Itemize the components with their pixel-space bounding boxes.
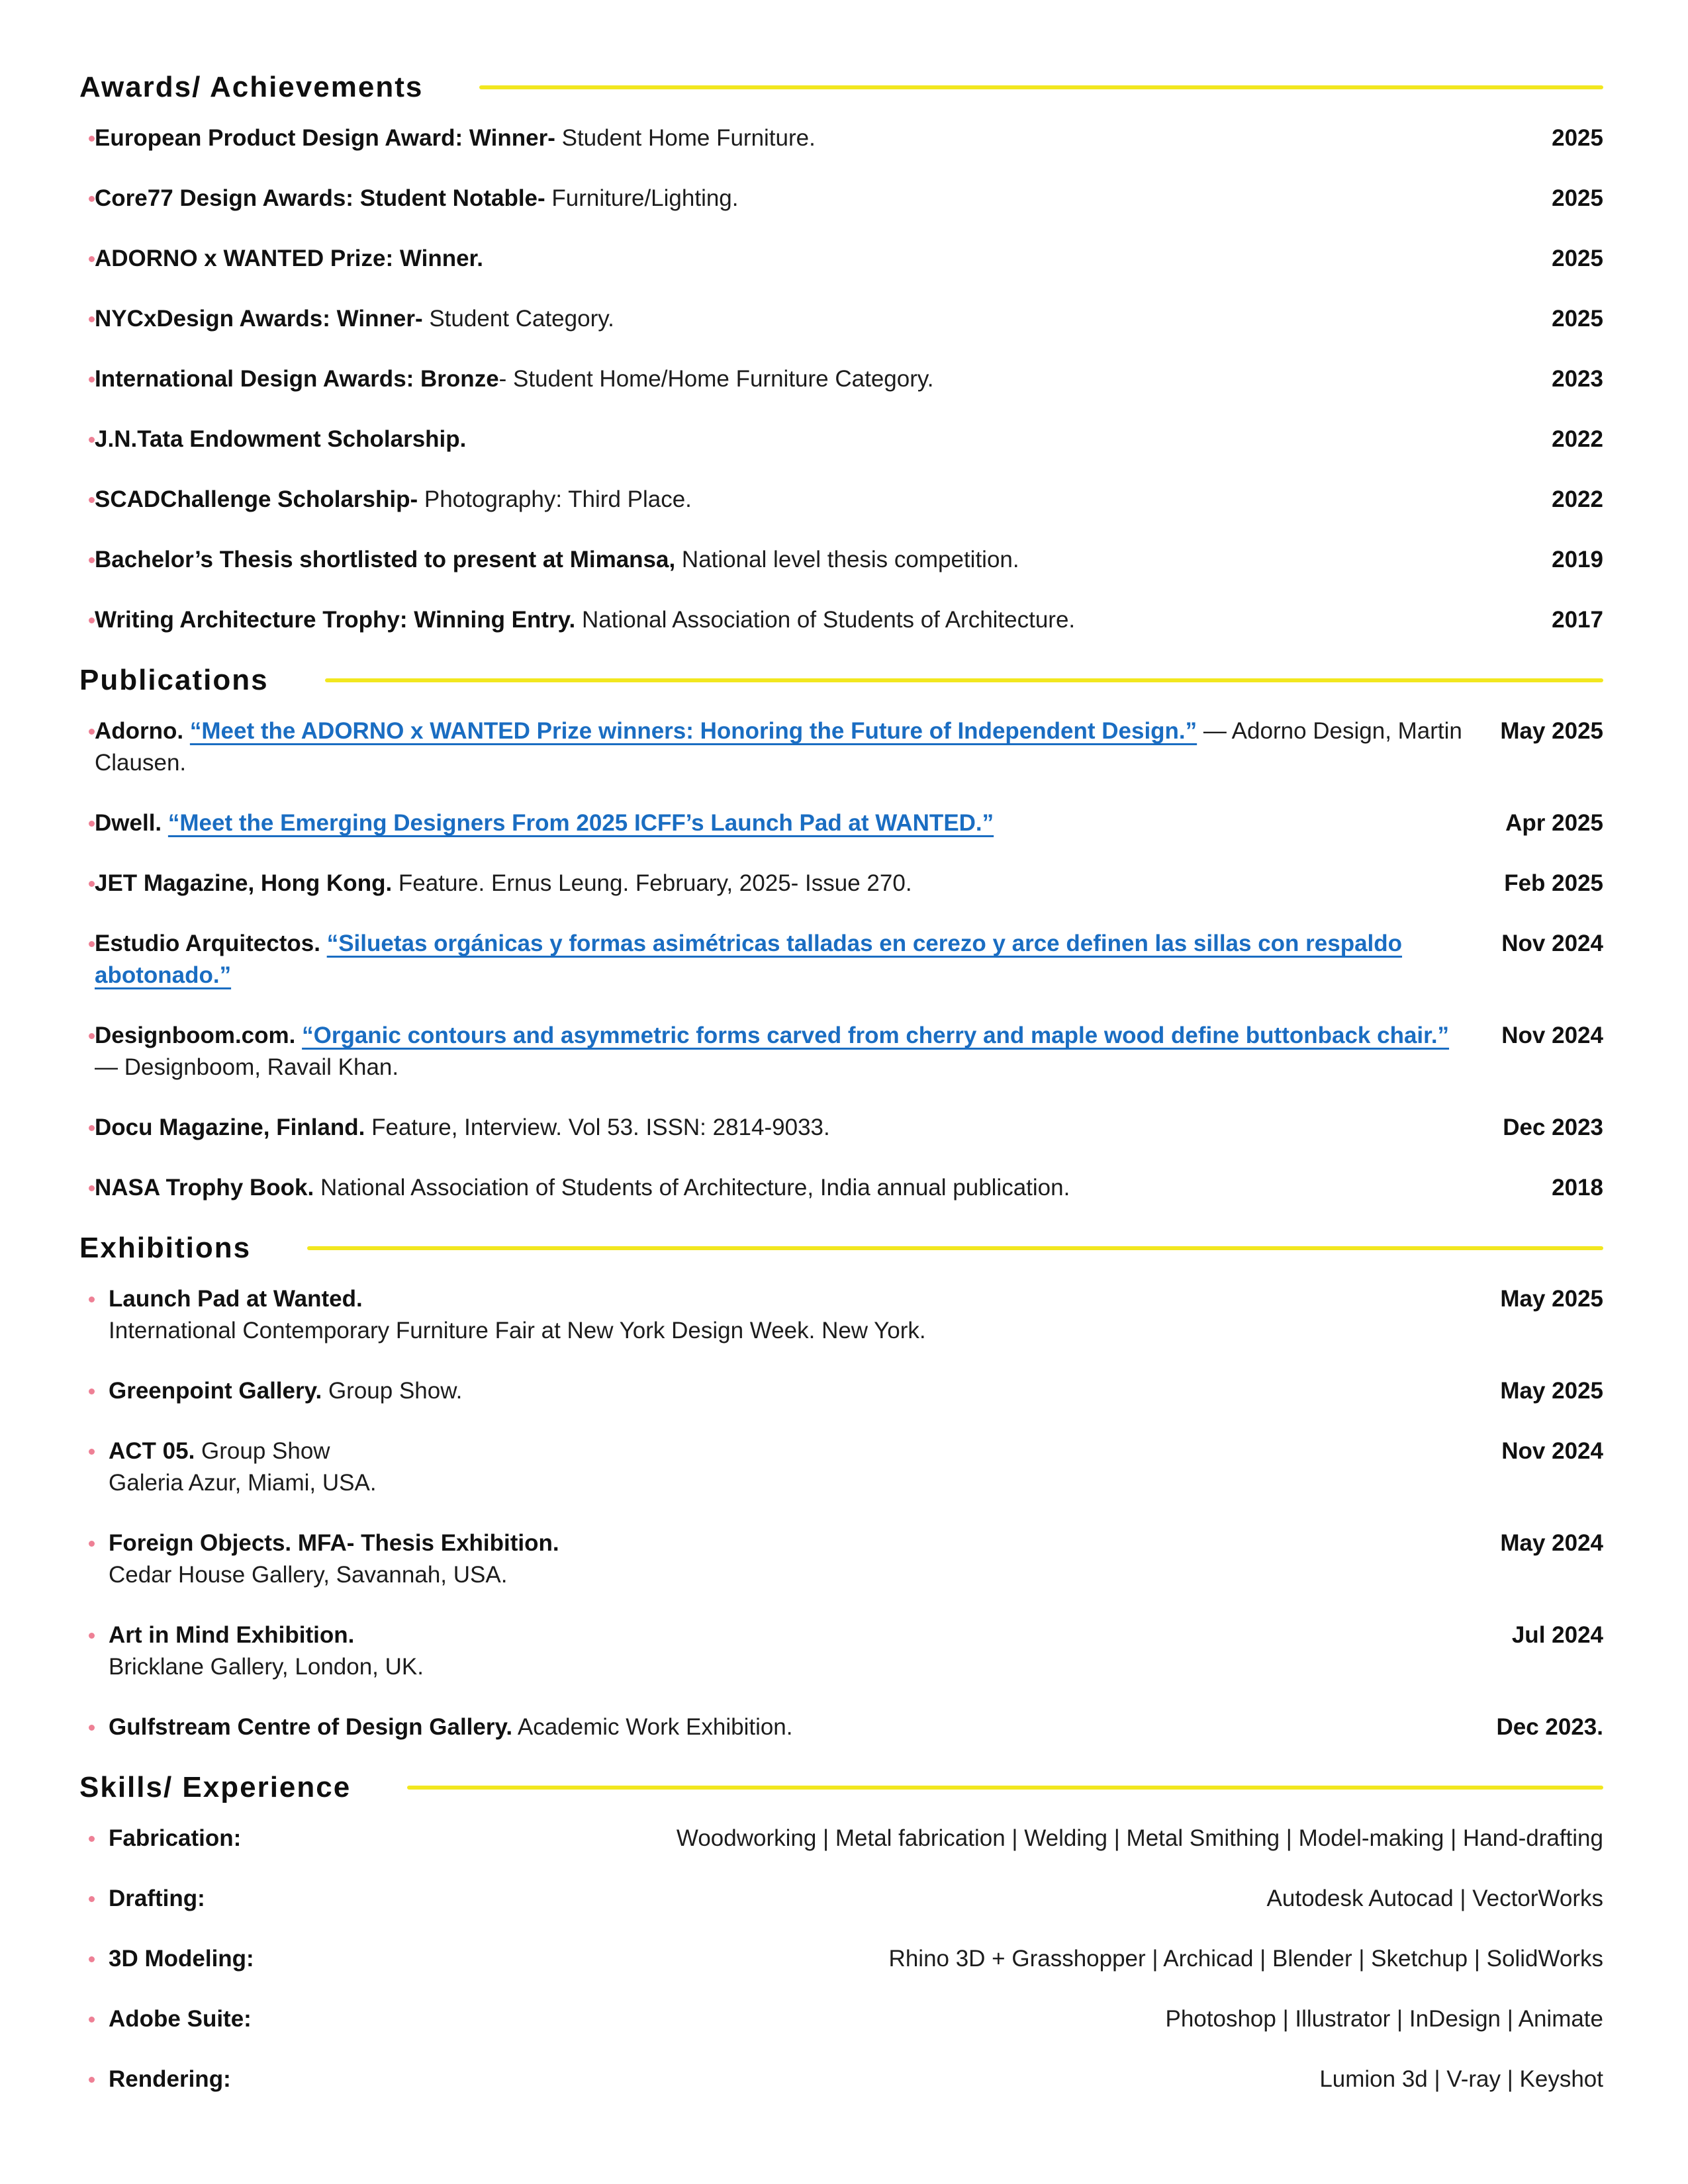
award-title: NYCxDesign Awards: Winner- (95, 306, 423, 332)
publication-source: Dwell. (95, 810, 162, 836)
publication-source: Adorno. (95, 718, 184, 744)
exhibition-title: Foreign Objects. MFA- Thesis Exhibition. (109, 1530, 559, 1556)
publication-item (79, 1172, 1603, 1204)
publication-text (95, 1172, 1544, 1204)
exhibition-item (79, 1283, 1603, 1347)
award-title: J.N.Tata Endowment Scholarship. (95, 426, 467, 452)
award-title: ADORNO x WANTED Prize: Winner. (95, 246, 483, 271)
exhibition-venue: Galeria Azur, Miami, USA. (109, 1470, 377, 1496)
skill-label: Fabrication: (109, 1825, 242, 1851)
publication-link[interactable]: “Meet the ADORNO x WANTED Prize winners: Honoring the Future of Independent Design.” (189, 718, 1197, 744)
skill-value: Rhino 3D + Grasshopper | Archicad | Blender | Sketchup | SolidWorks (888, 1946, 1603, 1972)
skill-row (79, 2064, 1603, 2095)
exhibition-title: ACT 05. (109, 1438, 195, 1464)
exhibition-text (109, 1283, 1492, 1347)
bullet-icon (89, 316, 95, 322)
section-title-awards: Awards/ Achievements (79, 71, 424, 103)
skill-row (79, 1943, 1603, 1975)
bullet-icon (89, 1033, 95, 1039)
award-text (95, 424, 1544, 455)
publication-after: — Designboom, Ravail Khan. (95, 1054, 399, 1080)
skills-header (79, 1772, 1603, 1803)
award-text (95, 363, 1544, 395)
section-title-exhibitions: Exhibitions (79, 1232, 252, 1264)
exhibition-item (79, 1375, 1603, 1407)
publication-item (79, 1020, 1603, 1083)
bullet-icon (89, 881, 95, 887)
publication-link[interactable]: “Meet the Emerging Designers From 2025 ICFF’s Launch Pad at WANTED.” (167, 810, 994, 836)
exhibition-date: Jul 2024 (1511, 1622, 1603, 1648)
exhibition-date: Dec 2023. (1496, 1714, 1603, 1740)
publication-date: Feb 2025 (1504, 870, 1603, 896)
publication-date: Dec 2023 (1503, 1115, 1603, 1140)
publication-pre: Feature, Interview. Vol 53. ISSN: 2814-9033. (365, 1115, 830, 1140)
bullet-icon (89, 1185, 95, 1191)
exhibition-date: Nov 2024 (1501, 1438, 1603, 1464)
publication-source: Estudio Arquitectos. (95, 931, 320, 956)
publication-pre: Feature. Ernus Leung. February, 2025- Issue 270. (392, 870, 912, 896)
publications-section (79, 664, 1603, 1204)
publication-text (95, 868, 1496, 899)
exhibition-title: Gulfstream Centre of Design Gallery. (109, 1714, 513, 1740)
bullet-icon (89, 2077, 95, 2083)
exhibition-venue: Cedar House Gallery, Savannah, USA. (109, 1562, 508, 1588)
bullet-icon (89, 1388, 95, 1394)
bullet-icon (89, 1896, 95, 1902)
award-description: - Student Home/Home Furniture Category. (498, 366, 934, 392)
publication-source: Docu Magazine, Finland. (95, 1115, 365, 1140)
publication-text (95, 1020, 1493, 1083)
publication-text (95, 928, 1493, 991)
exhibition-text (109, 1375, 1492, 1407)
award-title: Core77 Design Awards: Student Notable- (95, 185, 545, 211)
award-title: International Design Awards: Bronze (95, 366, 499, 392)
publication-item (79, 807, 1603, 839)
award-description: Student Category. (422, 306, 614, 332)
skill-row (79, 1823, 1603, 1854)
section-rule (407, 1786, 1603, 1790)
award-item (79, 122, 1603, 154)
exhibition-title: Art in Mind Exhibition. (109, 1622, 355, 1648)
award-description: Photography: Third Place. (418, 486, 692, 512)
exhibition-text (109, 1435, 1493, 1499)
exhibition-title: Launch Pad at Wanted. (109, 1286, 363, 1312)
publication-date: Nov 2024 (1501, 1023, 1603, 1048)
award-item (79, 183, 1603, 214)
award-title: SCADChallenge Scholarship- (95, 486, 418, 512)
award-description: Furniture/Lighting. (545, 185, 739, 211)
publication-item (79, 1112, 1603, 1144)
award-title: Writing Architecture Trophy: Winning Entry. (95, 607, 576, 633)
skill-value: Woodworking | Metal fabrication | Welding | Metal Smithing | Model-making | Hand-drafting (676, 1825, 1603, 1851)
awards-header (79, 71, 1603, 103)
bullet-icon (89, 136, 95, 142)
section-rule (479, 85, 1603, 89)
exhibitions-section (79, 1232, 1603, 1743)
skill-row (79, 2003, 1603, 2035)
bullet-icon (89, 821, 95, 827)
publication-text (95, 1112, 1495, 1144)
award-description: National Association of Students of Architecture. (575, 607, 1076, 633)
award-item (79, 363, 1603, 395)
section-rule (325, 678, 1603, 682)
publication-date: Apr 2025 (1505, 810, 1603, 836)
award-item (79, 484, 1603, 516)
award-item (79, 424, 1603, 455)
publication-item (79, 715, 1603, 779)
bullet-icon (89, 2017, 95, 2023)
award-year: 2025 (1552, 185, 1603, 211)
bullet-icon (89, 497, 95, 503)
bullet-icon (89, 1725, 95, 1731)
exhibition-description: Academic Work Exhibition. (512, 1714, 793, 1740)
award-description: National level thesis competition. (675, 547, 1019, 572)
exhibition-item (79, 1619, 1603, 1683)
award-text (95, 604, 1544, 636)
award-text (95, 303, 1544, 335)
bullet-icon (89, 1125, 95, 1131)
award-year: 2023 (1552, 366, 1603, 392)
publication-item (79, 928, 1603, 991)
skill-value: Photoshop | Illustrator | InDesign | Animate (1165, 2006, 1603, 2032)
bullet-icon (89, 377, 95, 383)
skill-label: Drafting: (109, 1886, 205, 1911)
publication-date: 2018 (1552, 1175, 1603, 1201)
exhibition-text (109, 1527, 1492, 1591)
bullet-icon (89, 1297, 95, 1302)
bullet-icon (89, 557, 95, 563)
publication-pre: National Association of Students of Architecture, India annual publication. (314, 1175, 1070, 1201)
skill-label: 3D Modeling: (109, 1946, 254, 1972)
award-text (95, 243, 1544, 275)
section-title-skills: Skills/ Experience (79, 1771, 352, 1803)
publication-after: — Adorno Design, Martin Clausen. (95, 718, 1462, 776)
award-year: 2022 (1552, 486, 1603, 512)
exhibition-date: May 2025 (1500, 1286, 1603, 1312)
award-year: 2025 (1552, 125, 1603, 151)
exhibition-venue: International Contemporary Furniture Fair at New York Design Week. New York. (109, 1318, 926, 1343)
bullet-icon (89, 437, 95, 443)
awards-section (79, 71, 1603, 636)
bullet-icon (89, 617, 95, 623)
exhibition-description: Group Show (195, 1438, 330, 1464)
award-item (79, 303, 1603, 335)
award-year: 2022 (1552, 426, 1603, 452)
award-item (79, 544, 1603, 576)
publications-header (79, 664, 1603, 696)
skill-row (79, 1883, 1603, 1915)
publication-pre (295, 1023, 302, 1048)
award-text (95, 183, 1544, 214)
exhibition-description: Group Show. (322, 1378, 463, 1404)
bullet-icon (89, 1956, 95, 1962)
publication-source: JET Magazine, Hong Kong. (95, 870, 393, 896)
exhibition-item (79, 1435, 1603, 1499)
award-title: Bachelor’s Thesis shortlisted to present at Mimansa, (95, 547, 676, 572)
bullet-icon (89, 729, 95, 735)
exhibition-date: May 2025 (1500, 1378, 1603, 1404)
exhibitions-header (79, 1232, 1603, 1264)
exhibition-item (79, 1711, 1603, 1743)
section-rule (307, 1246, 1603, 1250)
award-year: 2017 (1552, 607, 1603, 633)
award-item (79, 604, 1603, 636)
skill-value: Lumion 3d | V-ray | Keyshot (1319, 2066, 1603, 2092)
award-year: 2025 (1552, 306, 1603, 332)
publication-text (95, 715, 1492, 779)
award-text (95, 544, 1544, 576)
publication-text (95, 807, 1497, 839)
bullet-icon (89, 1836, 95, 1842)
award-description: Student Home Furniture. (555, 125, 816, 151)
exhibition-title: Greenpoint Gallery. (109, 1378, 322, 1404)
publication-pre (162, 810, 168, 836)
skill-label: Rendering: (109, 2066, 231, 2092)
exhibition-venue: Bricklane Gallery, London, UK. (109, 1654, 424, 1680)
award-year: 2025 (1552, 246, 1603, 271)
exhibition-item (79, 1527, 1603, 1591)
section-title-publications: Publications (79, 664, 269, 696)
award-text (95, 122, 1544, 154)
award-item (79, 243, 1603, 275)
skills-section (79, 1772, 1603, 2095)
publication-link[interactable]: “Organic contours and asymmetric forms carved from cherry and maple wood define buttonback chair.” (302, 1023, 1450, 1048)
bullet-icon (89, 1541, 95, 1547)
publication-source: Designboom.com. (95, 1023, 296, 1048)
exhibition-date: May 2024 (1500, 1530, 1603, 1556)
bullet-icon (89, 1449, 95, 1455)
publication-link[interactable]: “Siluetas orgánicas y formas asimétricas talladas en cerezo y arce definen las sillas con respaldo abotonado.” (95, 931, 1403, 988)
exhibition-text (109, 1619, 1504, 1683)
bullet-icon (89, 1633, 95, 1639)
skill-label: Adobe Suite: (109, 2006, 252, 2032)
award-title: European Product Design Award: Winner- (95, 125, 555, 151)
publication-pre (320, 931, 327, 956)
bullet-icon (89, 196, 95, 202)
award-year: 2019 (1552, 547, 1603, 572)
skill-value: Autodesk Autocad | VectorWorks (1266, 1886, 1603, 1911)
bullet-icon (89, 256, 95, 262)
bullet-icon (89, 941, 95, 947)
publication-item (79, 868, 1603, 899)
publication-source: NASA Trophy Book. (95, 1175, 314, 1201)
publication-date: May 2025 (1500, 718, 1603, 744)
publication-date: Nov 2024 (1501, 931, 1603, 956)
award-text (95, 484, 1544, 516)
exhibition-text (109, 1711, 1488, 1743)
publication-pre (183, 718, 190, 744)
